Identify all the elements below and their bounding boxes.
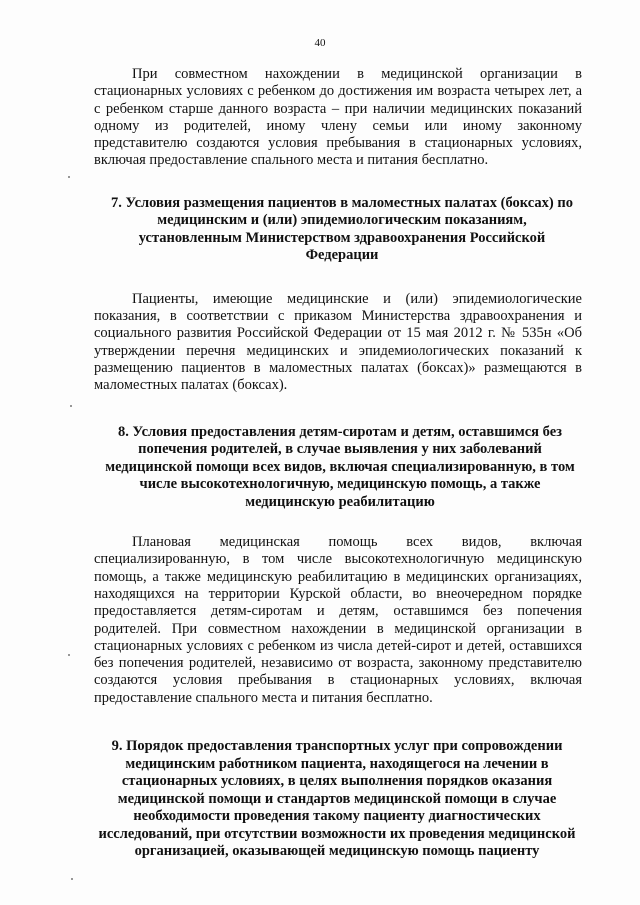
scan-mark xyxy=(71,878,73,880)
scan-mark xyxy=(68,654,70,656)
scan-mark xyxy=(70,405,72,407)
section-8-text: Плановая медицинская помощь всех видов, включая специализированную, в том числе высокотехнологичную медицинскую помощь, а также медицинскую реабилитацию в медицинских организациях, находящихся на территории Курской области, во внеочередном порядке предоставляется детям-сиротам и детям, оставшимся без попечения родителей. При совместном нахождении в медицинской организации в стационарных условиях с ребенком из числа детей-сирот и детей, оставшихся без попечения родителей, независимо от возраста, законному представителю создаются условия пребывания в стационарных условиях, включая предоставление спального места и питания бесплатно. xyxy=(94,534,582,706)
section-7-text: Пациенты, имеющие медицинские и (или) эпидемиологические показания, в соответствии с приказом Министерства здравоохранения и социального развития Российской Федерации от 15 мая 2012 г. № 535н «Об утверждении перечня медицинских и эпидемиологических показаний к размещению пациентов в маломестных палатах (боксах)» размещаются в маломестных палатах (боксах). xyxy=(94,290,582,394)
scan-mark xyxy=(68,176,70,178)
section-8-heading: 8. Условия предоставления детям-сиротам и детям, оставшимся без попечения родителей, в случае выявления у них заболеваний медицинской помощи всех видов, включая специализированную, в том числе высокотехнологичную, медицинскую помощь, а также медицинскую реабилитацию xyxy=(105,423,575,510)
document-body xyxy=(94,66,582,861)
page-number: 40 xyxy=(314,37,326,49)
paragraph-joint-stay: При совместном нахождении в медицинской организации в стационарных условиях с ребенком до достижения им возраста четырех лет, а с ребенком старше данного возраста – при наличии медицинских показаний одному из родителей, иному члену семьи или иному законному представителю создаются условия пребывания в стационарных условиях, включая предоставление спального места и питания бесплатно. xyxy=(94,66,582,169)
section-9-heading: 9. Порядок предоставления транспортных услуг при сопровождении медицинским работником пациента, находящегося на лечении в стационарных условиях, в целях выполнения порядков оказания медицинской помощи и стандартов медицинской помощи в случае необходимости проведения такому пациенту диагностических исследований, при отсутствии возможности их проведения медицинской организацией, оказывающей медицинскую помощь пациенту xyxy=(98,738,576,860)
section-7-heading: 7. Условия размещения пациентов в маломестных палатах (боксах) по медицинским и (или) эпидемиологическим показаниям, установленным Министерством здравоохранения Российской Федерации xyxy=(111,194,573,264)
